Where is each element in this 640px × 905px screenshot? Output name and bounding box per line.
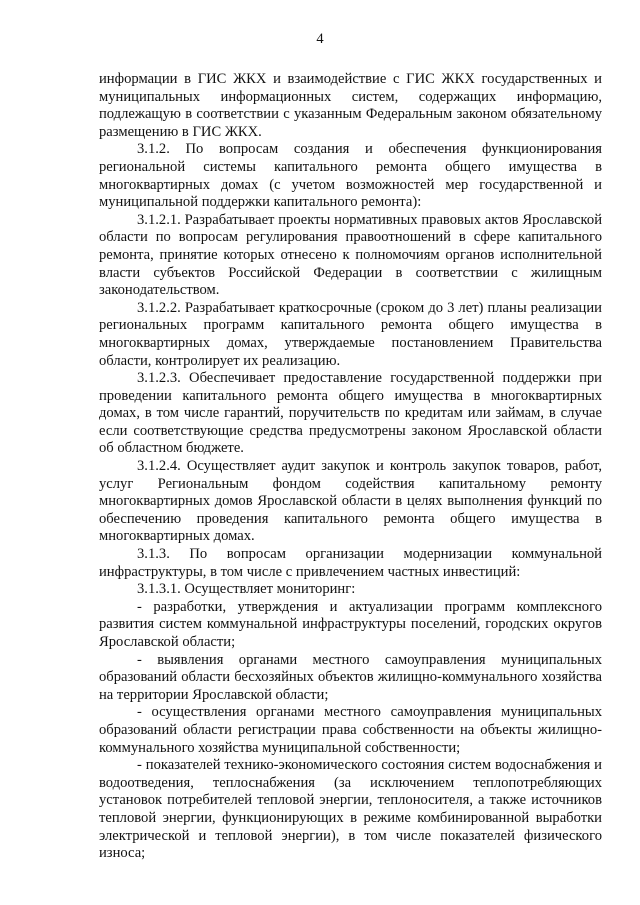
paragraph-3-1-2: 3.1.2. По вопросам создания и обеспечения функционирования региональной системы капитального ремонта общего имущества в многоквартирных домах (с учетом возможностей мер государственной и муниципальной поддержки капитального ремонта): xyxy=(99,141,602,211)
list-item-ownerless-objects: - выявления органами местного самоуправления муниципальных образований области бесхозяйных объектов жилищно-коммунального хозяйства на территории Ярославской области; xyxy=(99,651,602,703)
paragraph-3-1-3-1: 3.1.3.1. Осуществляет мониторинг: xyxy=(137,581,356,598)
paragraph-3-1-2-4: 3.1.2.4. Осуществляет аудит закупок и контроль закупок товаров, работ, услуг Региональным фондом содействия капитальному ремонту многоквартирных домов Ярославской области в целях выполнения функций по обеспечению проведения капитального ремонта общего имущества в многоквартирных домах. xyxy=(99,458,602,545)
list-item-technical-indicators: - показателей технико-экономического состояния систем водоснабжения и водоотведения, теплоснабжения (за исключением теплопотребляющих установок потребителей тепловой энергии, теплоносителя, а также источников тепловой энергии, функционирующих в режиме комбинированной выработки электрической и тепловой энергии), в том числе показателей физического износа; xyxy=(99,757,602,862)
document-body xyxy=(99,71,602,863)
paragraph-3-1-2-3: 3.1.2.3. Обеспечивает предоставление государственной поддержки при проведении капитального ремонта общего имущества в многоквартирных домах, в том числе гарантий, поручительств по кредитам или займам, в случае если соответствующие средства предусмотрены законом Ярославской области об областном бюджете. xyxy=(99,370,602,457)
paragraph-3-1-2-2: 3.1.2.2. Разрабатывает краткосрочные (сроком до 3 лет) планы реализации региональных программ капитального ремонта общего имущества в многоквартирных домах, утверждаемые постановлением Правительства области, контролирует их реализацию. xyxy=(99,299,602,369)
paragraph-3-1-2-1: 3.1.2.1. Разрабатывает проекты нормативных правовых актов Ярославской области по вопросам регулирования правоотношений в сфере капитального ремонта, принятие которых отнесено к полномочиям органов исполнительной власти субъектов Российской Федерации в соответствии с жилищным законодательством. xyxy=(99,211,602,299)
page-number: 4 xyxy=(316,31,324,47)
list-item-ownership-registration: - осуществления органами местного самоуправления муниципальных образований области регистрации права собственности на объекты жилищно-коммунального хозяйства муниципальной собственности; xyxy=(99,704,602,756)
list-item-programs: - разработки, утверждения и актуализации программ комплексного развития систем коммунальной инфраструктуры поселений, городских округов Ярославской области; xyxy=(99,598,602,650)
paragraph-3-1-3: 3.1.3. По вопросам организации модернизации коммунальной инфраструктуры, в том числе с привлечением частных инвестиций: xyxy=(99,546,602,580)
paragraph-gis-zhkh: информации в ГИС ЖКХ и взаимодействие с ГИС ЖКХ государственных и муниципальных информационных систем, содержащих информацию, подлежащую в соответствии с указанным Федеральным законом обязательному размещению в ГИС ЖКХ. xyxy=(99,71,602,140)
